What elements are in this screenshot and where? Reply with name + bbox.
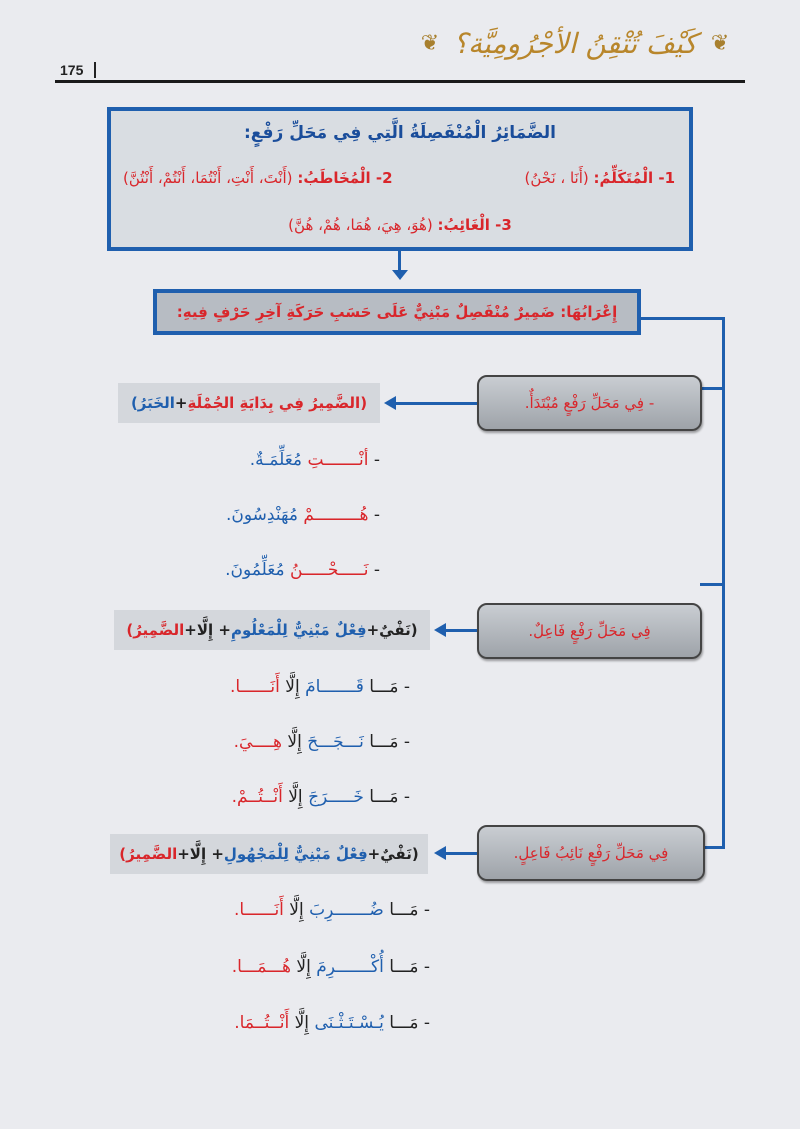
page-header-title: [420, 18, 730, 68]
example-sentence: - مَـــا قَـــــــامَ إِلَّا أَنَــــــا.: [229, 677, 410, 697]
book-title: كَيْفَ تُتْقِنُ الأجْرُومِيَّة؟: [453, 26, 697, 60]
example-sentence: - مَـــا أُكْـــــــرِمَ إِلَّا هُـــمَـــا.: [231, 957, 430, 977]
example-sentence: - مَـــا ضُـــــــرِبَ إِلَّا أَنَــــــا.: [233, 900, 430, 920]
absent-pronouns: 3- الْغَائِبُ: (هُوَ، هِيَ، هُمَا، هُمْ، هُنَّ): [288, 216, 512, 234]
rule-formula: (الضَّمِيرُ فِي بِدَايَةِ الجُمْلَةِ + الخَبَرُ): [118, 383, 380, 423]
rule-formula: (نَفْيٌ+ فِعْلٌ مَبْنِيٌّ لِلْمَعْلُومِ + إِلَّا+ الضَّمِيرُ): [114, 610, 430, 650]
connector-line: [700, 387, 725, 390]
leaf-ornament-icon: ❦: [420, 30, 440, 56]
example-sentence: - مَـــا يُـسْـتَـثْـنَى إِلَّا أَنْــتُــمَا.: [234, 1013, 430, 1033]
arrow-left-icon: [384, 396, 396, 410]
addressee-pronouns: 2- الْمُخَاطَبُ: (أَنْتَ، أَنْتِ، أَنْتُمَا، أَنْتُمْ، أَنْتُنَّ): [123, 169, 393, 187]
passive-agent-pill: فِي مَحَلِّ رَفْعٍ نَائِبُ فَاعِلٍ.: [477, 825, 705, 881]
page-number: 175: [60, 62, 84, 78]
header-rule: [55, 80, 745, 83]
leaf-ornament-icon: ❦: [710, 30, 730, 56]
example-sentence: - نَـــــحْـــــنُ مُعَلِّمُونَ.: [225, 560, 380, 580]
subject-case-pill: - فِي مَحَلِّ رَفْعٍ مُبْتَدَأٌ.: [477, 375, 702, 431]
connector-line: [445, 629, 477, 632]
page-number-divider: [94, 62, 96, 78]
arrow-down-icon: [392, 270, 408, 280]
connector-line: [395, 402, 477, 405]
connector-line: [445, 852, 477, 855]
connector-line: [704, 846, 725, 849]
example-sentence: - هُـــــــــمْ مُهَنْدِسُونَ.: [226, 505, 380, 525]
connector-line: [700, 583, 725, 586]
arrow-left-icon: [434, 846, 446, 860]
speaker-pronouns: 1- الْمُتَكَلِّمُ: (أَنَا ، نَحْنُ): [524, 169, 675, 187]
box-heading: الضَّمَائِرُ الْمُنْفَصِلَةُ الَّتِي فِي مَحَلِّ رَفْعٍ:: [243, 123, 557, 143]
arrow-left-icon: [434, 623, 446, 637]
example-sentence: - مَـــا نَـــجَـــحَ إِلَّا هِــــيَ.: [233, 732, 410, 752]
agent-case-pill: فِي مَحَلِّ رَفْعٍ فَاعِلٌ.: [477, 603, 702, 659]
irab-box: إِعْرَابُهَا: ضَمِيرٌ مُنْفَصِلٌ مَبْنِيٌّ عَلَى حَسَبِ حَرَكَةِ آخِرِ حَرْفٍ فِيهِ:: [153, 289, 641, 335]
example-sentence: - مَـــا خَـــــرَجَ إِلَّا أَنْــتُــمْ.: [231, 787, 410, 807]
detached-pronouns-box: [107, 107, 693, 251]
connector-line: [641, 317, 725, 320]
rule-formula: (نَفْيٌ+ فِعْلٌ مَبْنِيٌّ لِلْمَجْهُولِ + إِلَّا+ الضَّمِيرُ): [110, 834, 428, 874]
example-sentence: - أنْـــــــتِ مُعَلِّمَـةٌ.: [249, 450, 380, 470]
